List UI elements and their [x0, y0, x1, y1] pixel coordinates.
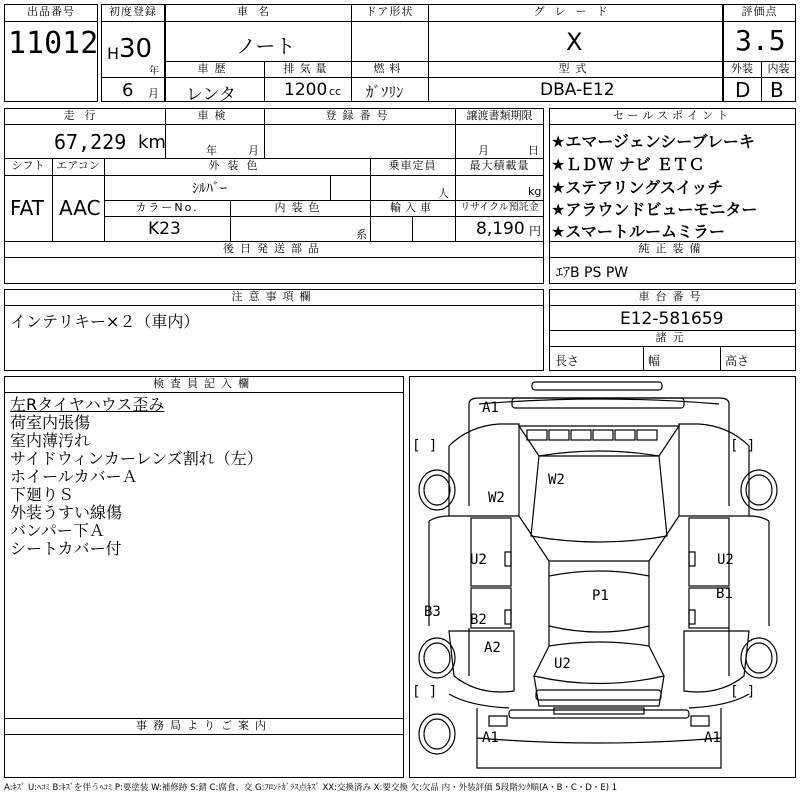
history-label: 車歴 [197, 62, 232, 75]
damage-mark-w2-left: W2 [488, 490, 505, 506]
transfer-label: 譲渡書類期限 [466, 109, 533, 122]
displacement-unit: cc [329, 85, 342, 98]
recycle-unit: 円 [529, 224, 542, 238]
transfer-month-unit: 月 [478, 144, 489, 157]
damage-mark-a1-rear-right: A1 [704, 730, 721, 746]
model-label: 型式 [558, 62, 593, 75]
inspector-line: 左Rタイヤハウス歪み [10, 395, 165, 414]
displacement-label: 排気量 [283, 62, 332, 75]
equipment-label: 純正装備 [638, 242, 707, 255]
exterior-grade: D [735, 78, 751, 102]
color-no: K23 [148, 219, 181, 239]
bracket-rear-left: [ ] [412, 684, 438, 700]
inspector-line: バンパー下Ａ [10, 521, 105, 540]
interior-label: 内装 [767, 62, 790, 75]
inspector-label: 検査員記入欄 [153, 377, 255, 390]
damage-mark-u2-right: U2 [717, 552, 734, 568]
notes-value: インテリキー×２（車内） [10, 312, 200, 331]
sales-point-item: ★スマートルームミラー [551, 222, 726, 241]
model: DBA-E12 [540, 80, 615, 100]
reg-number-label: 登録番号 [325, 109, 394, 122]
fuel: ｶﾞｿﾘﾝ [366, 83, 404, 101]
lot-number-label: 出品番号 [27, 5, 75, 18]
shift-label: シフト [11, 159, 45, 172]
exterior-color-label: 外装色 [208, 159, 266, 172]
sales-point-item: ★ステアリングスイッチ [551, 178, 724, 197]
later-parts-label: 後日発送部品 [223, 242, 325, 255]
damage-mark-b1: B1 [716, 586, 733, 602]
inspector-line: ホイールカバーＡ [10, 467, 138, 486]
inspector-line: 外装うすい線傷 [10, 503, 123, 522]
era: H [107, 44, 120, 63]
ac: AAC [59, 196, 101, 220]
damage-mark-b2: B2 [470, 612, 487, 628]
equipment-value: ｴｱB PS PW [556, 265, 629, 281]
ac-label: エアコン [56, 159, 100, 172]
mileage-label: 走行 [63, 109, 106, 122]
car-name-label: 車名 [237, 5, 279, 18]
inspector-line: 室内薄汚れ [10, 431, 91, 450]
notes-label: 注意事項欄 [231, 290, 317, 303]
inspector-line: サイドウィンカーレンズ割れ（左） [10, 449, 263, 468]
bracket-left: [ ] [412, 438, 438, 454]
interior-color-label: 内装色 [274, 201, 326, 214]
length-label: 長さ [555, 354, 580, 368]
first-reg-label: 初度登録 [109, 5, 157, 18]
recycle-fee: 8,190 [476, 219, 525, 239]
sales-points-label: セールスポイント [612, 109, 732, 122]
damage-mark-w2-roof: W2 [548, 472, 565, 488]
chassis-label: 車台番号 [638, 290, 707, 303]
damage-mark-b3: B3 [424, 604, 441, 620]
chassis-number: E12-581659 [620, 309, 724, 329]
import-label: 輸入車 [390, 201, 435, 214]
car-name: ノート [236, 34, 296, 58]
max-load-label: 最大積載量 [469, 159, 530, 172]
sales-point-item: ★ＬＤＷ ナビ ＥＴＣ [551, 155, 705, 174]
door-label: ドア形状 [365, 5, 414, 18]
month-unit: 月 [148, 87, 159, 100]
capacity-unit: 人 [438, 187, 449, 200]
reg-month: 6 [122, 80, 134, 101]
inspector-line: シートカバー付 [10, 539, 122, 558]
damage-mark-a2: A2 [484, 640, 501, 656]
max-load-unit: kg [528, 185, 542, 198]
lot-number: 11012 [8, 26, 99, 61]
dims-label: 諸元 [655, 331, 690, 344]
damage-mark-u2-rear: U2 [554, 656, 571, 672]
damage-mark-u2-left: U2 [470, 552, 487, 568]
damage-mark-a1-front: A1 [482, 400, 499, 416]
history: レンタ [186, 85, 236, 105]
height-label: 高さ [725, 354, 750, 368]
inspector-line: 下廻りＳ [10, 485, 75, 504]
grade: X [566, 28, 583, 56]
car-outline-drawing [409, 376, 796, 778]
inspection-label: 車検 [197, 109, 232, 122]
sales-point-item: ★エマージェンシーブレーキ [551, 132, 755, 151]
displacement: 1200 [284, 80, 328, 100]
grade-label: グレード [533, 5, 618, 18]
inspection-month-unit: 月 [248, 144, 259, 157]
damage-mark-p1: P1 [592, 588, 609, 604]
year-unit: 年 [149, 66, 159, 77]
mileage-unit: km [138, 132, 166, 153]
reg-year: 30 [119, 34, 153, 64]
capacity-label: 乗車定員 [388, 159, 437, 172]
inspector-line: 荷室内張傷 [10, 413, 91, 432]
color-no-label: カラーNo. [135, 201, 199, 214]
office-label: 事務局よりご案内 [136, 719, 272, 732]
exterior-label: 外装 [731, 62, 753, 75]
score: 3.5 [735, 24, 786, 57]
transfer-day-unit: 日 [528, 144, 539, 157]
fuel-label: 燃料 [373, 62, 406, 75]
bracket-right: [ ] [730, 438, 756, 454]
bracket-rear-right: [ ] [730, 684, 756, 700]
shift: FAT [10, 196, 45, 220]
mileage: 67,229 [54, 130, 127, 154]
interior-grade: B [770, 78, 784, 102]
inspection-year-unit: 年 [206, 144, 217, 157]
legend-footer: A:ｷｽﾞ U:ﾍｺﾐ B:ｷｽﾞを伴うﾍｺﾐ P:要塗装 W:補修跡 S:錆 C:腐食、交 G:ﾌﾛﾝﾄｶﾞﾗｽ点ｷｽﾞ XX:交換済み X:要交換 欠:欠品 内・外装評価 5段階ﾗﾝｸ順(A・B・C・D・E) 1 [4, 783, 618, 793]
damage-mark-a1-rear-left: A1 [482, 730, 499, 746]
interior-color-unit: 系 [356, 228, 367, 241]
exterior-color: ｼﾙﾊﾞｰ [192, 181, 227, 197]
sales-point-item: ★アラウンドビューモニター [551, 200, 758, 219]
score-label: 評価点 [741, 5, 778, 18]
width-label: 幅 [648, 354, 661, 368]
recycle-label: リサイクル預託金 [460, 202, 539, 213]
